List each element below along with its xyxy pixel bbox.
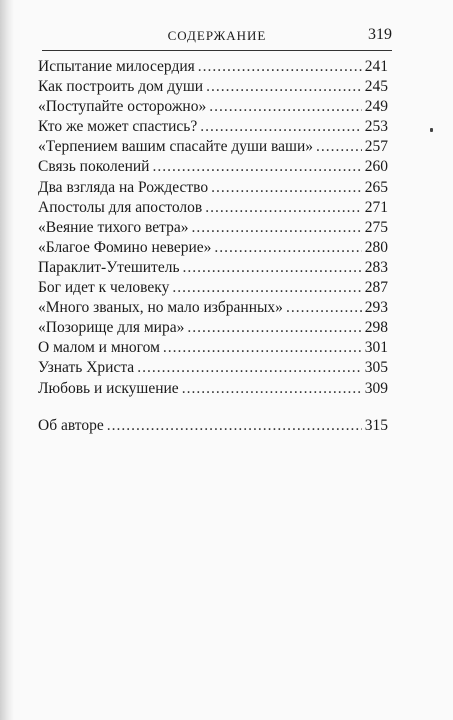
toc-entry [38, 318, 388, 338]
dot-leader [211, 178, 362, 198]
dot-leader [209, 97, 362, 117]
toc-entry [38, 117, 388, 137]
toc-entry [38, 338, 388, 358]
toc-entry [38, 218, 388, 238]
toc-entry-page: 245 [364, 78, 388, 96]
toc-entry-page: 287 [364, 279, 388, 297]
toc-entry-page: 309 [364, 379, 388, 397]
toc-entry-page: 241 [364, 58, 388, 75]
dot-leader [205, 198, 362, 218]
dot-leader [183, 258, 362, 278]
running-header [42, 26, 392, 48]
toc-entry-title: «Позорище для мира» [38, 319, 185, 337]
toc-entry-title: Два взгляда на Рождество [38, 178, 209, 196]
dot-leader [198, 57, 362, 77]
toc-entry-title: «Терпением вашим спасайте души ваши» [38, 138, 314, 156]
toc-entry-page: 315 [364, 416, 388, 434]
toc-entry-page: 260 [364, 158, 388, 176]
toc-entry-title: Узнать Христа [38, 359, 135, 377]
toc-entry-title: Связь поколений [38, 158, 150, 176]
toc-entry [38, 258, 388, 278]
toc-entry-page: 298 [364, 319, 388, 337]
toc-entry-title: «Поступайте осторожно» [38, 98, 207, 116]
toc-entry-page: 280 [364, 238, 388, 256]
dot-leader [163, 338, 362, 358]
dot-leader [172, 278, 361, 298]
toc-entry [38, 358, 388, 378]
header-rule [42, 50, 392, 51]
toc-entry-page: 249 [364, 98, 388, 116]
toc-entry-title: «Много званых, но мало избранных» [38, 299, 283, 317]
toc-entry [38, 137, 388, 157]
toc-entry-page: 257 [364, 138, 388, 156]
toc-entry-about-author [38, 416, 388, 436]
toc-entry-page: 271 [364, 198, 388, 216]
section-spacer [38, 399, 388, 416]
toc-entry-title: Параклит-Утешитель [38, 258, 180, 276]
toc-entry-title: Апостолы для апостолов [38, 198, 203, 216]
dot-leader [286, 298, 362, 318]
dot-leader [187, 318, 361, 338]
toc-entry-title: «Благое Фомино неверие» [38, 238, 212, 256]
toc-entry-title: Кто же может спастись? [38, 118, 198, 136]
toc-entry-page: 253 [364, 118, 388, 136]
toc-entry [38, 97, 388, 117]
toc-entry-title: «Веяние тихого ветра» [38, 218, 189, 236]
toc-entry-page: 293 [364, 299, 388, 317]
toc-entry [38, 77, 388, 97]
toc-entry-title: Любовь и искушение [38, 379, 179, 397]
dot-leader [191, 218, 361, 238]
toc-entry-title: Как построить дом души [38, 78, 204, 96]
dot-leader [206, 77, 362, 97]
toc-entry [38, 198, 388, 218]
toc-entry-page: 275 [364, 218, 388, 236]
page-binding-edge [0, 0, 14, 720]
dot-leader [137, 358, 362, 378]
toc-entry [38, 157, 388, 177]
toc-entry-page: 265 [364, 178, 388, 196]
toc-entry-page: 283 [364, 258, 388, 276]
toc-entry [38, 278, 388, 298]
dot-leader [200, 117, 362, 137]
toc-entry [38, 57, 388, 77]
dot-leader [152, 157, 361, 177]
toc-entry-title: О малом и многом [38, 339, 160, 357]
toc-entry-page: 301 [364, 339, 388, 357]
toc-entry [38, 379, 388, 399]
toc-entry-title: Испытание милосердия [38, 58, 195, 75]
toc-entry-title: Об авторе [38, 416, 104, 434]
dot-leader [316, 137, 362, 157]
toc-entry-title: Бог идет к человеку [38, 279, 170, 297]
dot-leader [182, 379, 362, 399]
table-of-contents [38, 57, 388, 436]
toc-entry [38, 238, 388, 258]
page-number: 319 [368, 26, 392, 43]
dot-leader [107, 416, 362, 436]
toc-entry-page: 305 [364, 359, 388, 377]
toc-entry [38, 178, 388, 198]
toc-entry [38, 298, 388, 318]
print-speck [430, 128, 433, 132]
dot-leader [214, 238, 361, 258]
running-header-title: СОДЕРЖАНИЕ [167, 28, 267, 43]
